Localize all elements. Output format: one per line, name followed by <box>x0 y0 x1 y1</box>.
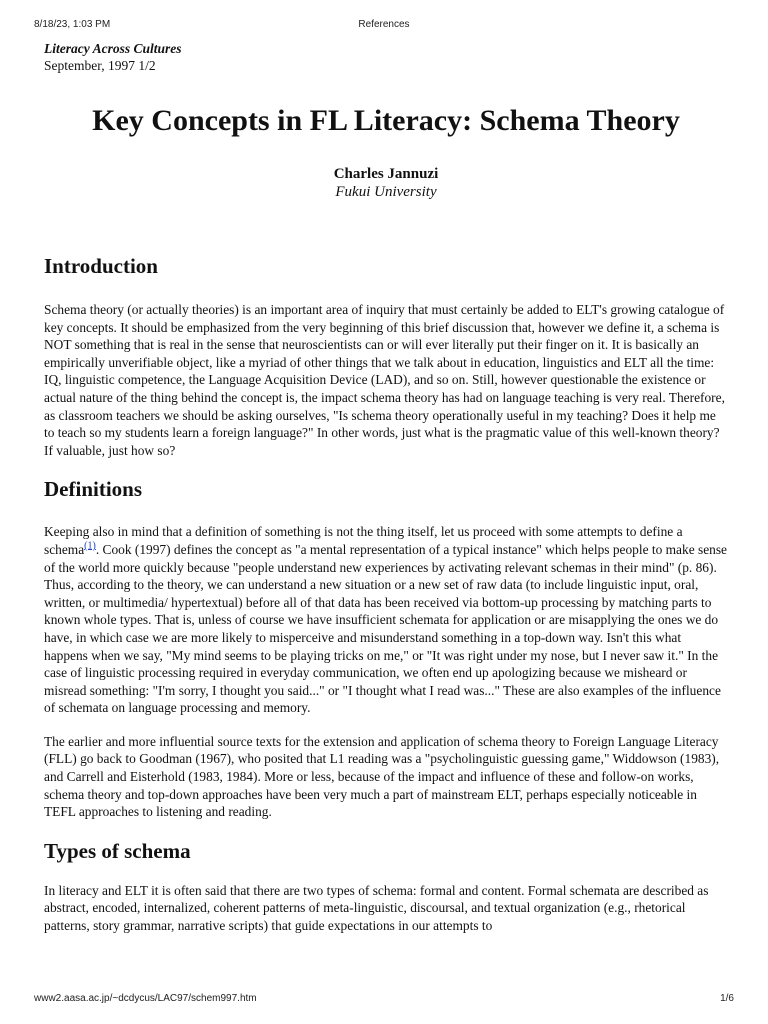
types-paragraph: In literacy and ELT it is often said that there are two types of schema: formal and content. Formal schemata are described as abstract, encoded, internalized, coherent patterns of meta-linguistic, discoursal, and textual organization (e.g., rhetorical patterns, story grammar, narrative scripts) that guide expectations in our attempts to <box>44 882 709 934</box>
author-name: Charles Jannuzi <box>333 166 439 182</box>
heading-types-of-schema: Types of schema <box>44 838 191 863</box>
definitions-paragraph-1 <box>44 523 728 717</box>
definitions-text-rest: . Cook (1997) defines the concept as "a mental representation of a typical instance" which helps people to make sense of the world more quickly because "people understand new experiences by activating relevant schemas in their mind" (p. 86). Thus, according to the theory, we can understand a new situation or a new set of raw data (to include linguistic input, oral, written, or multimedia/ hypertextual) before all of that data has been received via bottom-up processing by matching parts to known whole types. That is, unless of course we have insufficient schemata for application or are misapplying the ones we do have, in which case we are more likely to misperceive and misunderstand something in a top-down way. Isn't this what happens when we say, "My mind seems to be playing tricks on me," or "It was right under my nose, but I never saw it." In the case of linguistic processing required in everyday communication, we often end up apologizing because we misheard or misread something: "I'm sorry, I thought you said..." or "I thought what I read was..." These are also examples of the influence of schemata on language processing and memory. <box>44 541 727 716</box>
page-url: www2.aasa.ac.jp/~dcdycus/LAC97/schem997.htm <box>34 993 257 1004</box>
definitions-text-start: Keeping also in mind that a definition of something is not the thing itself, let us proceed with some attempts to define a schema <box>44 524 683 557</box>
document-body <box>44 41 728 935</box>
footnote-link-1[interactable]: (1) <box>84 540 96 552</box>
page-count: 1/6 <box>720 993 734 1004</box>
print-page-title: References <box>358 19 410 30</box>
print-datetime: 8/18/23, 1:03 PM <box>34 19 111 30</box>
intro-paragraph: Schema theory (or actually theories) is an important area of inquiry that must certainly be added to ELT's growing catalogue of key concepts. It should be emphasized from the very beginning of this brief discussion that, however we define it, a schema is NOT something that is real in the sense that neuroscientists can or will ever literally put their finger on it. It is basically an empirically unverifiable object, like a myriad of other things that we talk about in education, linguistics and ELT all the time: IQ, linguistic competence, the Language Acquisition Device (LAD), and so on. Still, however questionable the existence or actual nature of the thing behind the concept is, the impact schema theory has had on language teaching is very real. Therefore, as classroom teachers we should be asking ourselves, "Is schema theory operationally useful in my teaching? Does it help me to teach so my students learn a foreign language?" In other words, just what is the pragmatic value of this well-known theory? If valuable, just how so? <box>44 302 725 458</box>
article-title: Key Concepts in FL Literacy: Schema Theory <box>92 104 680 137</box>
definitions-paragraph-2: The earlier and more influential source texts for the extension and application of schema theory to Foreign Language Literacy (FLL) go back to Goodman (1967), who posited that L1 reading was a "psycholinguistic guessing game," Widdowson (1983), and Carrell and Eisterhold (1983, 1984). More or less, because of the impact and influence of these and follow-on works, schema theory and top-down approaches have been very much a part of mainstream ELT, perhaps especially noticeable in TEFL approaches to listening and reading. <box>44 733 720 820</box>
author-affiliation: Fukui University <box>335 184 437 200</box>
heading-definitions: Definitions <box>44 477 143 502</box>
journal-issue: September, 1997 1/2 <box>44 58 156 73</box>
journal-name: Literacy Across Cultures <box>44 41 182 56</box>
heading-introduction: Introduction <box>44 254 158 278</box>
